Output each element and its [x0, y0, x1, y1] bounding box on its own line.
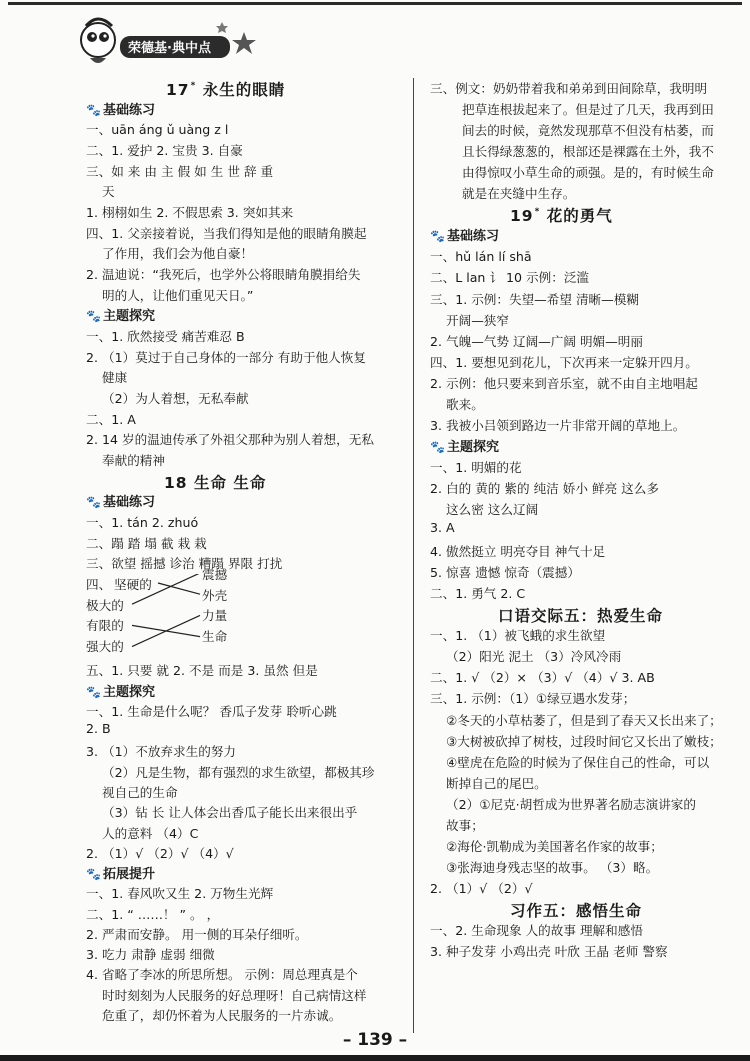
answer-line: 一、1. tán 2. zhuó [86, 514, 199, 530]
paw-icon: 🐾 [86, 309, 101, 324]
answer-line: 开阔—狭窄 [446, 312, 509, 328]
lesson-number: 18 [164, 473, 188, 492]
answer-line: 2. 严肃而安静。 用一侧的耳朵仔细听。 [86, 926, 308, 942]
lesson-mark: * [534, 207, 541, 218]
answer-line: 4. 傲然挺立 明亮夺目 神气十足 [430, 544, 606, 560]
lesson-title [510, 899, 642, 921]
answer-line: 一、uān áng ǔ uàng z l [86, 122, 229, 138]
answer-line: 视自己的生命 [102, 785, 178, 801]
column-divider [413, 78, 414, 1033]
section-heading [86, 305, 155, 324]
answer-line: 三、例文：奶奶带着我和弟弟到田间除草，我明明 [430, 81, 708, 96]
top-border [8, 2, 742, 5]
answer-line: 一、1. 春风吹又生 2. 万物生光辉 [86, 886, 274, 902]
series-logo [72, 14, 262, 72]
answer-line: 三、欲望 摇撼 诊治 糟蹋 界限 打扰 [86, 556, 283, 572]
section-heading-text: 主题探究 [103, 684, 156, 700]
answer-line: 3. 吃力 肃静 虚弱 细微 [86, 947, 215, 963]
answer-line: 时时刻刻为人民服务的好总理呀！自己病情这样 [102, 987, 367, 1003]
section-heading [86, 681, 155, 700]
section-heading [86, 491, 155, 510]
lesson-mark: * [190, 81, 197, 91]
matching-prefix: 四、 [86, 576, 112, 592]
answer-line: 三、1. 示例：失望—希望 清晰—模糊 [430, 291, 639, 307]
lesson-title-text: 口语交际五：热爱生命 [498, 607, 664, 626]
matching-left-item: 极大的 [86, 597, 124, 613]
answer-line: 2. 示例：他只要来到音乐室，就不由自主地唱起 [430, 375, 698, 391]
paw-icon: 🐾 [86, 867, 101, 882]
answer-line: 这么密 这么辽阔 [446, 502, 539, 517]
lesson-title-text: 生命 生命 [193, 473, 267, 492]
answer-line: 一、1. 欣然接受 痛苦难忍 B [86, 328, 245, 344]
answer-line: （2）为人着想，无私奉献 [102, 390, 249, 406]
page-number [0, 1030, 750, 1050]
bottom-border [0, 1055, 750, 1061]
answer-line: 1. 栩栩如生 2. 不假思索 3. 突如其来 [86, 204, 294, 220]
answer-line: 5. 惊喜 遗憾 惊奇（震撼） [430, 565, 580, 581]
answer-line: 二、1. 勇气 2. C [430, 586, 526, 602]
answer-line: 2. 气魄—气势 辽阔—广阔 明媚—明丽 [430, 333, 643, 349]
lesson-title-text: 习作五：感悟生命 [510, 901, 643, 920]
answer-line: 二、蹋 踏 塌 截 栽 栽 [86, 535, 207, 551]
answer-line: （2）阳光 泥土 （3）冷风冷雨 [446, 649, 622, 665]
lesson-number: 17 [166, 81, 190, 99]
answer-line: 4. 省略了李冰的所思所想。 示例：周总理真是个 [86, 967, 358, 983]
matching-connector [158, 583, 200, 594]
page-number-text: 139 [357, 1030, 393, 1050]
paw-icon: 🐾 [86, 495, 101, 510]
answer-line: 由得惊叹小草生命的顽强。是的，有时候生命 [462, 165, 714, 181]
matching-connector [132, 574, 200, 604]
lesson-title [498, 604, 663, 626]
paw-icon: 🐾 [86, 684, 101, 699]
answer-line: 人的意料 （4）C [102, 825, 199, 841]
lesson-title-text: 花的勇气 [546, 207, 613, 226]
lesson-title-text: 永生的眼睛 [202, 81, 286, 99]
answer-line: 奉献的精神 [102, 452, 165, 468]
section-heading-text: 基础练习 [103, 495, 156, 511]
matching-right-item: 震撼 [202, 567, 228, 583]
answer-line: 就是在夹缝中生存。 [462, 186, 576, 202]
section-heading [86, 99, 155, 118]
answer-line: 五、1. 只要 就 2. 不是 而是 3. 虽然 但是 [86, 663, 318, 679]
section-heading [86, 863, 155, 882]
answer-line: 二、1. 爱护 2. 宝贵 3. 自豪 [86, 142, 243, 158]
answer-line: 天 [102, 184, 115, 200]
answer-line: 危重了，却仍怀着为人民服务的一片赤诚。 [102, 1008, 342, 1023]
answer-line: ③大树被砍掉了树枝，过段时间它又长出了嫩枝； [446, 733, 722, 749]
answer-line: 2. （1）√ （2）√ （4）√ [86, 845, 234, 861]
section-heading [430, 225, 499, 244]
answer-line: 一、1. 生命是什么呢？ 香瓜子发芽 聆听心跳 [86, 703, 337, 719]
answer-line: （2）凡是生物，都有强烈的求生欲望，都极其珍 [102, 764, 375, 780]
section-heading-text: 基础练习 [447, 229, 500, 245]
answer-line: 2. （1）莫过于自己身体的一部分 有助于他人恢复 [86, 349, 366, 365]
answer-line: 2. 14 岁的温迪传承了外祖父那种为别人着想，无私 [86, 432, 374, 448]
section-heading-text: 拓展提升 [103, 867, 156, 883]
lesson-title [510, 204, 613, 226]
answer-line: ③张海迪身残志坚的故事。 （3）略。 [446, 859, 659, 875]
section-heading-text: 基础练习 [103, 102, 156, 118]
lesson-title [164, 471, 266, 493]
matching-left-item: 有限的 [86, 618, 124, 634]
matching-lines [86, 574, 216, 659]
matching-right-item: 外壳 [202, 587, 228, 603]
lesson-title [166, 78, 285, 100]
answer-line: 一、2. 生命现象 人的故事 理解和感悟 [430, 923, 643, 938]
paw-icon: 🐾 [430, 439, 445, 454]
answer-line: 2. B [86, 721, 111, 737]
answer-line: 3. A [430, 520, 455, 536]
page-number-dash-left: – [342, 1030, 358, 1050]
section-heading-text: 主题探究 [103, 309, 156, 325]
answer-line: 故事； [446, 817, 484, 833]
answer-line: （2）①尼克·胡哲成为世界著名励志演讲家的 [446, 796, 696, 812]
section-heading [430, 436, 499, 455]
answer-line: 明的人，让他们重见天日。” [102, 287, 254, 303]
answer-line: 三、1. 示例：（1）①绿豆遇水发芽； [430, 691, 636, 707]
answer-line: 一、1. （1）被飞蛾的求生欲望 [430, 628, 606, 644]
answer-line: 四、1. 要想见到花儿，下次再来一定躲开四月。 [430, 354, 698, 370]
matching-left-item: 强大的 [86, 638, 124, 654]
page-number-dash-right: – [392, 1030, 408, 1050]
answer-line: 二、1. A [86, 411, 136, 427]
answer-line: 三、如 来 由 主 假 如 生 世 辞 重 [86, 163, 274, 179]
paw-icon: 🐾 [430, 229, 445, 244]
answer-line: 二、1. √ （2）× （3）√ （4）√ 3. AB [430, 670, 655, 686]
answer-line: 歌来。 [446, 396, 484, 412]
answer-line: 3. 种子发芽 小鸡出壳 叶欣 王晶 老师 警察 [430, 944, 668, 960]
lesson-number: 19 [510, 207, 534, 226]
matching-connector [132, 615, 200, 646]
answer-line: 了作用，我们会为他自豪！ [102, 246, 254, 262]
answer-line: 2. （1）√ （2）√ [430, 880, 533, 896]
answer-line: 2. 白的 黄的 紫的 纯洁 娇小 鲜亮 这么多 [430, 480, 659, 496]
paw-icon: 🐾 [86, 102, 101, 117]
answer-line: 一、hǔ lán lí shā [430, 249, 532, 265]
answer-line: 二、L lan 讠 10 示例：泛滥 [430, 270, 590, 286]
answer-line: 3. （1）不放弃求生的努力 [86, 744, 236, 760]
answer-line: 3. 我被小吕领到路边一片非常开阔的草地上。 [430, 417, 686, 433]
answer-line: 四、1. 父亲接着说，当我们得知是他的眼睛角膜起 [86, 225, 367, 241]
matching-right-item: 生命 [202, 629, 228, 645]
answer-line: （3）钻 长 让人体会出香瓜子能长出来很出乎 [102, 805, 358, 821]
answer-line: 间去的时候，竟然发现那草不但没有枯萎，而 [462, 123, 714, 139]
section-heading-text: 主题探究 [447, 439, 500, 455]
answer-line: 且长得绿葱葱的，根部还是裸露在土外，我不 [462, 144, 714, 160]
answer-line: ②冬天的小草枯萎了，但是到了春天又长出来了； [446, 712, 722, 728]
answer-line: 二、1. “ ……！ ” 。 ， [86, 906, 220, 922]
answer-line: ②海伦·凯勒成为美国著名作家的故事； [446, 838, 663, 854]
logo-text: 荣德基·典中点 [128, 41, 211, 56]
answer-line: 把草连根拔起来了。但是过了几天，我再到田 [462, 102, 714, 118]
matching-left-item: 坚硬的 [114, 576, 152, 592]
answer-line: 一、1. 明媚的花 [430, 459, 522, 475]
answer-line: 断掉自己的尾巴。 [446, 775, 547, 791]
answer-line: 健康 [102, 370, 128, 386]
matching-right-item: 力量 [202, 608, 228, 624]
answer-line: 2. 温迪说：“我死后，也学外公将眼睛角膜捐给失 [86, 266, 361, 282]
answer-line: ④壁虎在危险的时候为了保住自己的性命，可以 [446, 754, 710, 770]
